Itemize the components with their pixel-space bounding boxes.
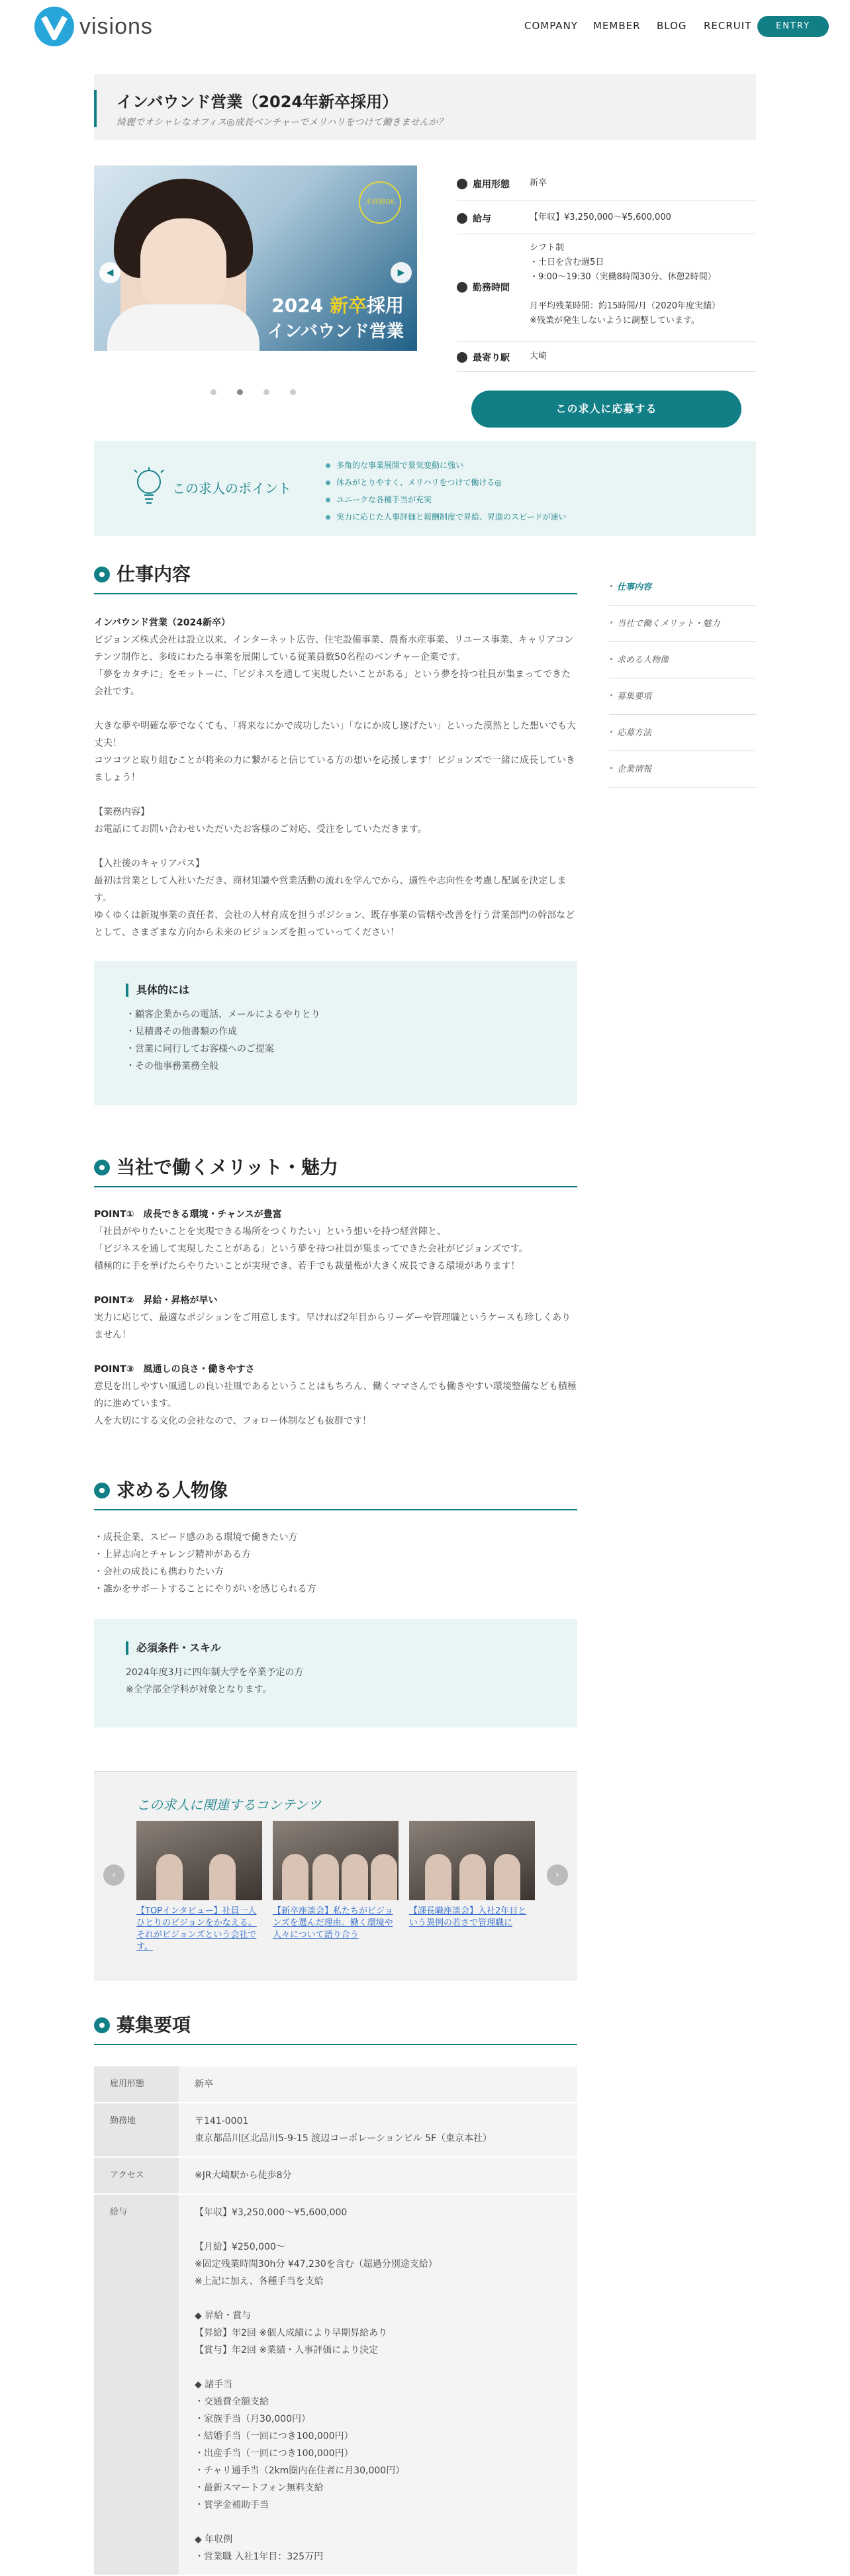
side-nav-company[interactable]: 企業情報 — [609, 751, 756, 788]
related-title: この求人に関連するコンテンツ — [136, 1797, 321, 1813]
work-body: ビジョンズ株式会社は設立以来、インターネット広告、住宅設備事業、農畜水産事業、リユース事業、キャリアコンテンツ制作と、多岐にわたる事業を展開している従業員数50名程のベンチャー企業です。 「夢をカタチに」をモットーに、「ビジネスを通して実現したいことがある」という夢を持つ社員が集まってできた会社です。 大きな夢や明確な夢でなくても、「将来なにかで成功したい」「なにか成し遂げたい」といった漠然とした想いでも大丈夫！ コツコツと取り組むことが将来の力に繋がると信じている方の想いを応援します！ビジョンズで一緒に成長していきましょう！ 【業務内容】 お電話にてお問い合わせいただいたお客様のご対応、受注をしていただきます。 【入社後のキャリアパス】 最初は営業として入社いただき、商材知識や営業活動の流れを学んでから、適性や志向性を考慮し配属を決定します。 ゆくゆくは新規事業の責任者、会社の人材育成を担うポジション、既存事業の管轄や改善を行う営業部門の幹部などとして、さまざまな方向から未来のビジョンズを担っていってください！ — [94, 635, 576, 938]
summary-row-employment: 雇用形態 新卒 — [457, 165, 756, 201]
related-prev-icon[interactable]: ‹ — [103, 1864, 124, 1886]
related-contents — [94, 1771, 577, 1980]
work-body-title: インバウンド営業（2024新卒） — [94, 618, 230, 628]
train-icon — [457, 352, 467, 363]
merit-point1: 「社員がやりたいことを実現できる場所をつくりたい」という想いを持つ経営陣と、 「ビジネスを通して実現したことがある」という夢を持つ社員が集まってできた会社がビジョンズです。 積極的に手を挙げたらやりたいことが実現でき、若手でも裁量権が大きく成長できる環境があります！ — [94, 1226, 528, 1271]
requirements-title: 必須条件・スキル — [126, 1641, 545, 1655]
section-heading-merit: 当社で働くメリット・魅力 — [94, 1154, 577, 1187]
logo-text: visions — [79, 13, 153, 39]
points-title: この求人のポイント — [172, 481, 291, 496]
section-heading-person: 求める人物像 — [94, 1477, 577, 1510]
requirements-text: 2024年度3月に四年制大学を卒業予定の方 ※全学部全学科が対象となります。 — [126, 1667, 304, 1695]
related-card[interactable] — [409, 1821, 535, 1929]
side-nav-work[interactable]: 仕事内容 — [609, 569, 756, 606]
nav-recruit[interactable]: RECRUIT — [704, 20, 752, 32]
work-detail-title: 具体的には — [126, 984, 545, 997]
merit-point2: 実力に応じて、最適なポジションをご用意します。早ければ2年目からリーダーや管理職というケースも珍しくありません！ — [94, 1312, 571, 1340]
section-work — [94, 561, 577, 1105]
summary-row-station: 最寄り駅 大崎 — [457, 342, 756, 372]
title-accent-bar — [94, 90, 97, 127]
list-item: ・営業に同行してお客様へのご提案 — [126, 1044, 274, 1054]
section-merit — [94, 1154, 577, 1430]
nav-company[interactable]: COMPANY — [524, 20, 578, 32]
money-icon — [457, 213, 467, 224]
list-item: ・会社の成長にも携わりたい方 — [94, 1567, 224, 1577]
table-row: アクセス ※JR大崎駅から徒歩8分 — [94, 2157, 577, 2194]
job-points-box — [94, 441, 756, 536]
merit-point2-title: POINT② 昇給・昇格が早い — [94, 1295, 218, 1306]
job-title-box — [94, 74, 756, 140]
related-card-image — [273, 1821, 399, 1900]
points-item: 実力に応じた人事評価と報酬制度で昇給、昇進のスピードが速い — [326, 508, 567, 526]
person-list — [94, 1529, 577, 1598]
summary-row-hours: 勤務時間 シフト制 ・土日を含む週5日 ・9:00〜19:30（実働8時間30分、休憩2時間） 月平均残業時間：約15時間/月（2020年度実績） ※残業が発生しないように調整しています。 — [457, 234, 756, 342]
side-nav-apply[interactable]: 応募方法 — [609, 715, 756, 751]
apply-button[interactable]: この求人に応募する — [471, 391, 741, 428]
person-icon — [457, 179, 467, 189]
points-item: 休みがとりやすく、メリハリをつけて働ける◎ — [326, 474, 567, 491]
related-next-icon[interactable]: › — [547, 1864, 568, 1886]
points-item: 多角的な事業展開で景気変動に強い — [326, 457, 567, 474]
work-detail-box — [94, 961, 577, 1105]
slider-dot[interactable] — [263, 389, 269, 395]
list-item: ・その他事務業務全般 — [126, 1061, 218, 1072]
global-nav — [0, 17, 850, 36]
list-item: ・成長企業、スピード感のある環境で働きたい方 — [94, 1532, 298, 1543]
list-item: ・見積書その他書類の作成 — [126, 1027, 237, 1037]
table-row: 雇用形態 新卒 — [94, 2066, 577, 2103]
page-title: インバウンド営業（2024年新卒採用） — [117, 93, 399, 111]
side-nav-merit[interactable]: 当社で働くメリット・魅力 — [609, 606, 756, 642]
section-person — [94, 1477, 577, 1727]
side-nav-recruit[interactable]: 募集要項 — [609, 678, 756, 715]
related-card-link[interactable]: 【課長職座談会】入社2年目という異例の若さで管理職に — [409, 1906, 527, 1928]
related-card[interactable] — [136, 1821, 262, 1953]
related-card-image — [409, 1821, 535, 1900]
side-nav — [609, 569, 756, 788]
nav-member[interactable]: MEMBER — [593, 20, 641, 32]
related-card-image — [136, 1821, 262, 1900]
merit-point3-title: POINT③ 風通しの良さ・働きやすさ — [94, 1364, 255, 1375]
clock-icon — [457, 282, 467, 293]
points-list — [326, 457, 567, 526]
slider-next-icon[interactable]: ▶ — [391, 262, 412, 283]
points-item: ユニークな各種手当が充実 — [326, 491, 567, 508]
hero-slider[interactable] — [94, 165, 417, 351]
nav-blog[interactable]: BLOG — [657, 20, 687, 32]
slide-title-line2: インバウンド営業 — [267, 322, 404, 342]
section-heading-work: 仕事内容 — [94, 561, 577, 594]
slide-badge: 未経験OK — [359, 181, 401, 224]
slider-dot[interactable] — [290, 389, 296, 395]
section-recruit — [94, 2012, 577, 2045]
summary-row-salary: 給与 【年収】¥3,250,000〜¥5,600,000 — [457, 201, 756, 234]
requirements-box — [94, 1619, 577, 1727]
merit-point1-title: POINT① 成長できる環境・チャンスが豊富 — [94, 1209, 282, 1220]
page-subtitle: 綺麗でオシャレなオフィス◎成長ベンチャーでメリハリをつけて働きませんか？ — [117, 117, 448, 128]
slide-photo-face — [140, 218, 226, 318]
related-card-link[interactable]: 【TOPインタビュー】社員一人ひとりのビジョンをかなえる。それがビジョンズという会社です。 — [136, 1906, 257, 1952]
related-card-link[interactable]: 【新卒座談会】私たちがビジョンズを選んだ理由。働く環境や人々について語り合う — [273, 1906, 393, 1940]
related-card[interactable] — [273, 1821, 399, 1941]
table-row: 給与 【年収】¥3,250,000〜¥5,600,000 【月給】¥250,000〜 ※固定残業時間30h分 ¥47,230を含む（超過分別途支給） ※上記に加え、各種手当を支給 ◆ 昇給・賞与 【昇給】年2回 ※個人成績により早期昇給あり 【賞与】年2回 ※業績・人事評価により決定 ◆ 諸手当 ・交通費全額支給 ・家族手当（月30,000円） ・結婚手当（一回につき100,000円） ・出産手当（一回につき100,000円） ・チャリ通手当（2km圏内在住者に月30,000円） ・最新スマートフォン無料支給 ・賞学金補助手当 ◆ 年収例 ・営業職 入社1年目：325万円 — [94, 2194, 577, 2575]
section-heading-recruit: 募集要項 — [94, 2012, 577, 2045]
entry-button[interactable]: ENTRY — [757, 16, 829, 37]
slider-dot-active[interactable] — [237, 389, 243, 395]
list-item: ・上昇志向とチャレンジ精神がある方 — [94, 1549, 251, 1560]
slide-title-line1: 2024 新卒採用 — [271, 295, 404, 316]
table-row: 勤務地 〒141-0001 東京都品川区北品川5-9-15 渡辺コーポレーションビル 5F（東京本社） — [94, 2103, 577, 2157]
lightbulb-icon — [134, 467, 164, 510]
recruit-table — [94, 2066, 577, 2576]
slide-photo-shirt — [107, 304, 260, 351]
side-nav-person[interactable]: 求める人物像 — [609, 642, 756, 678]
list-item: ・顧客企業からの電話、メールによるやりとり — [126, 1009, 320, 1020]
slider-dot[interactable] — [211, 389, 216, 395]
list-item: ・誰かをサポートすることにやりがいを感じられる方 — [94, 1584, 316, 1594]
slider-prev-icon[interactable]: ◀ — [99, 262, 120, 283]
header — [0, 0, 850, 53]
merit-point3: 意見を出しやすい風通しの良い社風であるということはもちろん、働くママさんでも働きやすい環境整備なども積極的に進めています。 人を大切にする文化の会社なので、フォロー体制なども抜群です！ — [94, 1381, 577, 1426]
